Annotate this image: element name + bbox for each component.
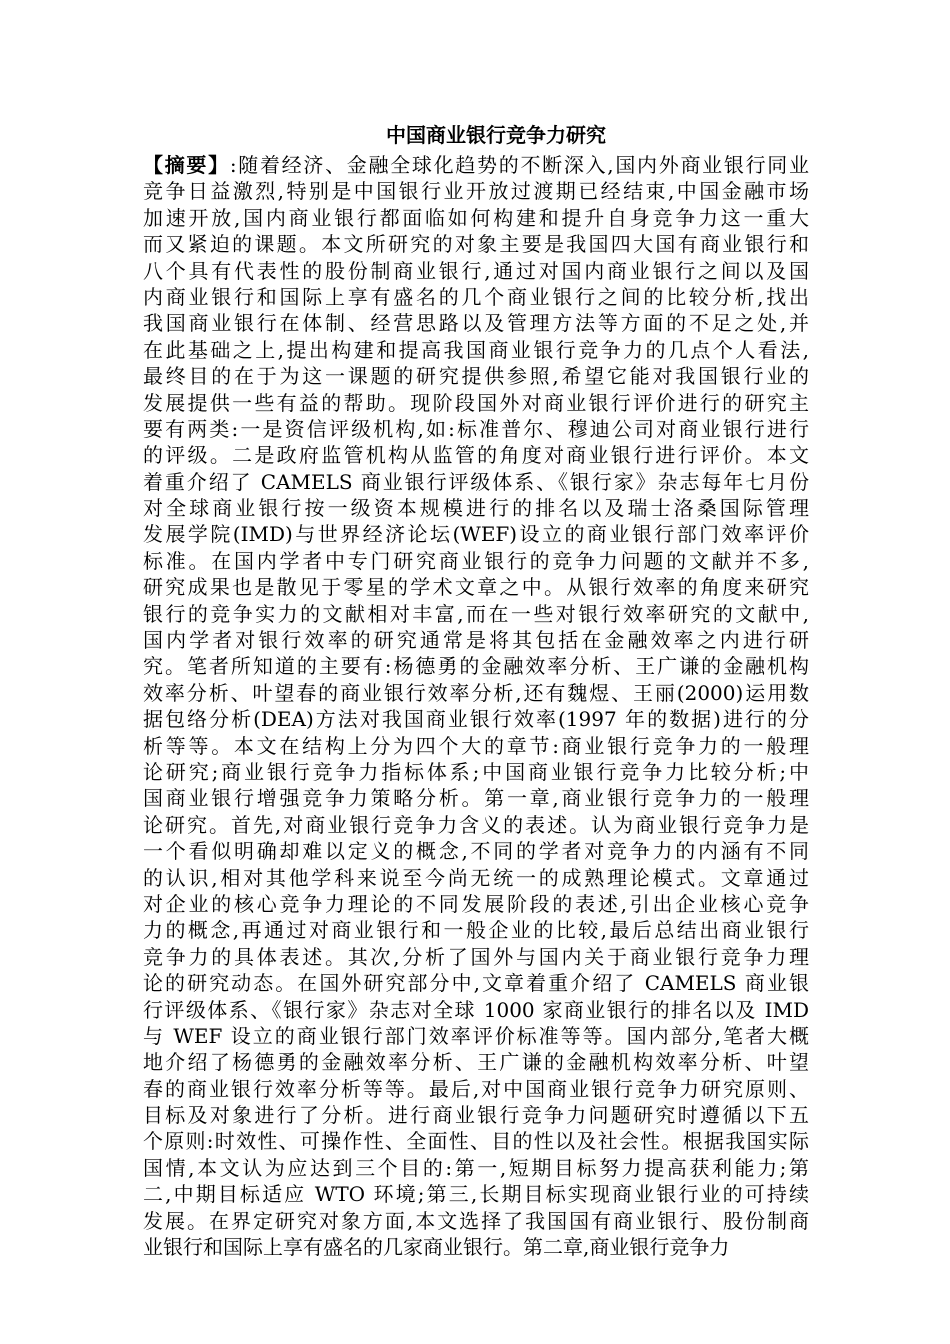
- text-line-content: 着重介绍了 CAMELS 商业银行评级体系、《银行家》杂志每年七月份: [143, 469, 809, 494]
- text-line: [143, 178, 809, 204]
- text-line-content: 论的研究动态。在国外研究部分中,文章着重介绍了 CAMELS 商业银: [143, 971, 809, 996]
- text-line: [143, 1155, 809, 1181]
- text-line-content: 研究成果也是散见于零星的学术文章之中。从银行效率的角度来研究: [143, 575, 809, 600]
- text-line: [143, 812, 809, 838]
- text-line: [143, 337, 809, 363]
- text-line: [143, 1023, 809, 1049]
- text-line-content: 标准。在国内学者中专门研究商业银行的竞争力问题的文献并不多,: [143, 548, 809, 573]
- text-line-content: 八个具有代表性的股份制商业银行,通过对国内商业银行之间以及国: [143, 258, 809, 283]
- text-line: [143, 205, 809, 231]
- text-line-content: 发展学院(IMD)与世界经济论坛(WEF)设立的商业银行部门效率评价: [143, 522, 809, 547]
- text-line-content: 论研究。首先,对商业银行竞争力含义的表述。认为商业银行竞争力是: [143, 812, 809, 837]
- text-line: [143, 891, 809, 917]
- text-line: [143, 548, 809, 574]
- text-line: [143, 1128, 809, 1154]
- text-line-content: 竞争力的具体表述。其次,分析了国外与国内关于商业银行竞争力理: [143, 944, 809, 969]
- text-line-content: 竞争日益激烈,特别是中国银行业开放过渡期已经结束,中国金融市场: [143, 179, 809, 204]
- text-line-content: 据包络分析(DEA)方法对我国商业银行效率(1997 年的数据)进行的分: [143, 707, 809, 732]
- text-line-content: 最终目的在于为这一课题的研究提供参照,希望它能对我国银行业的: [143, 364, 809, 389]
- text-line-content: 国情,本文认为应达到三个目的:第一,短期目标努力提高获利能力;第: [143, 1155, 809, 1180]
- text-line: [143, 865, 809, 891]
- text-line: [143, 231, 809, 257]
- text-line-content: 春的商业银行效率分析等等。最后,对中国商业银行竞争力研究原则、: [143, 1076, 809, 1101]
- text-line: [143, 284, 809, 310]
- text-line: [143, 1102, 809, 1128]
- text-line-content: 论研究;商业银行竞争力指标体系;中国商业银行竞争力比较分析;中: [143, 759, 809, 784]
- text-line: [143, 258, 809, 284]
- text-line: [143, 627, 809, 653]
- document-title: 中国商业银行竞争力研究: [386, 123, 606, 147]
- text-line-content: 地介绍了杨德勇的金融效率分析、王广谦的金融机构效率分析、叶望: [143, 1050, 809, 1075]
- text-line-content: 业银行和国际上享有盛名的几家商业银行。第二章,商业银行竞争力: [143, 1235, 730, 1260]
- text-line: [143, 390, 809, 416]
- text-line: [143, 944, 809, 970]
- text-line-content: 内商业银行和国际上享有盛名的几个商业银行之间的比较分析,找出: [143, 284, 809, 309]
- text-line: [143, 495, 809, 521]
- text-line: [143, 442, 809, 468]
- text-line-content: 目标及对象进行了分析。进行商业银行竞争力问题研究时遵循以下五: [143, 1103, 809, 1128]
- text-line: [143, 680, 809, 706]
- text-line: [143, 1234, 809, 1260]
- text-line: [143, 1181, 809, 1207]
- text-line: [143, 469, 809, 495]
- text-line-content: 国内学者对银行效率的研究通常是将其包括在金融效率之内进行研: [143, 628, 809, 653]
- text-line: [143, 310, 809, 336]
- text-line: [143, 1208, 809, 1234]
- text-line: [143, 601, 809, 627]
- text-line-content: 发展。在界定研究对象方面,本文选择了我国国有商业银行、股份制商: [143, 1208, 809, 1233]
- text-line-content: 效率分析、叶望春的商业银行效率分析,还有魏煜、王丽(2000)运用数: [143, 680, 809, 705]
- text-line-content: 国商业银行增强竞争力策略分析。第一章,商业银行竞争力的一般理: [143, 786, 809, 811]
- text-line: [143, 759, 809, 785]
- text-line: [143, 970, 809, 996]
- text-line: [143, 706, 809, 732]
- text-line: [143, 152, 809, 178]
- text-line-content: 行评级体系、《银行家》杂志对全球 1000 家商业银行的排名以及 IMD: [143, 997, 809, 1022]
- text-line-content: 究。笔者所知道的主要有:杨德勇的金融效率分析、王广谦的金融机构: [143, 654, 809, 679]
- text-line-content: 析等等。本文在结构上分为四个大的章节:商业银行竞争力的一般理: [143, 733, 809, 758]
- text-line-content: 银行的竞争实力的文献相对丰富,而在一些对银行效率研究的文献中,: [143, 601, 809, 626]
- text-line: [143, 1076, 809, 1102]
- text-line-content: 对企业的核心竞争力理论的不同发展阶段的表述,引出企业核心竞争: [143, 891, 809, 916]
- abstract-body: [143, 152, 809, 1260]
- document-page: [143, 118, 809, 1260]
- text-line: [143, 733, 809, 759]
- text-line: [143, 363, 809, 389]
- text-line-content: 发展提供一些有益的帮助。现阶段国外对商业银行评价进行的研究主: [143, 390, 809, 415]
- text-line: [143, 838, 809, 864]
- text-line-content: 力的概念,再通过对商业银行和一般企业的比较,最后总结出商业银行: [143, 918, 809, 943]
- text-line-content: 要有两类:一是资信评级机构,如:标准普尔、穆迪公司对商业银行进行: [143, 416, 809, 441]
- text-line-content: 的认识,相对其他学科来说至今尚无统一的成熟理论模式。文章通过: [143, 865, 809, 890]
- text-line-content: 我国商业银行在体制、经营思路以及管理方法等方面的不足之处,并: [143, 311, 809, 336]
- abstract-label: 【摘要】: [143, 153, 230, 177]
- text-line-content: 而又紧迫的课题。本文所研究的对象主要是我国四大国有商业银行和: [143, 232, 809, 257]
- text-line: [143, 1049, 809, 1075]
- text-line-content: 在此基础之上,提出构建和提高我国商业银行竞争力的几点个人看法,: [143, 337, 809, 362]
- text-line-content: 加速开放,国内商业银行都面临如何构建和提升自身竞争力这一重大: [143, 205, 809, 230]
- text-line-content: 对全球商业银行按一级资本规模进行的排名以及瑞士洛桑国际管理: [143, 496, 809, 521]
- text-line: [143, 997, 809, 1023]
- text-line-content: 一个看似明确却难以定义的概念,不同的学者对竞争力的内涵有不同: [143, 839, 809, 864]
- text-line: [143, 785, 809, 811]
- text-line-content: 二,中期目标适应 WTO 环境;第三,长期目标实现商业银行业的可持续: [143, 1182, 809, 1207]
- text-line: [143, 653, 809, 679]
- text-line-content: :随着经济、金融全球化趋势的不断深入,国内外商业银行同业: [229, 153, 809, 177]
- text-line: [143, 521, 809, 547]
- text-line: [143, 574, 809, 600]
- text-line-content: 的评级。二是政府监管机构从监管的角度对商业银行进行评价。本文: [143, 443, 809, 468]
- text-line-content: 与 WEF 设立的商业银行部门效率评价标准等等。国内部分,笔者大概: [143, 1023, 809, 1048]
- text-line: [143, 416, 809, 442]
- text-line: [143, 917, 809, 943]
- text-line-content: 个原则:时效性、可操作性、全面性、目的性以及社会性。根据我国实际: [143, 1129, 809, 1154]
